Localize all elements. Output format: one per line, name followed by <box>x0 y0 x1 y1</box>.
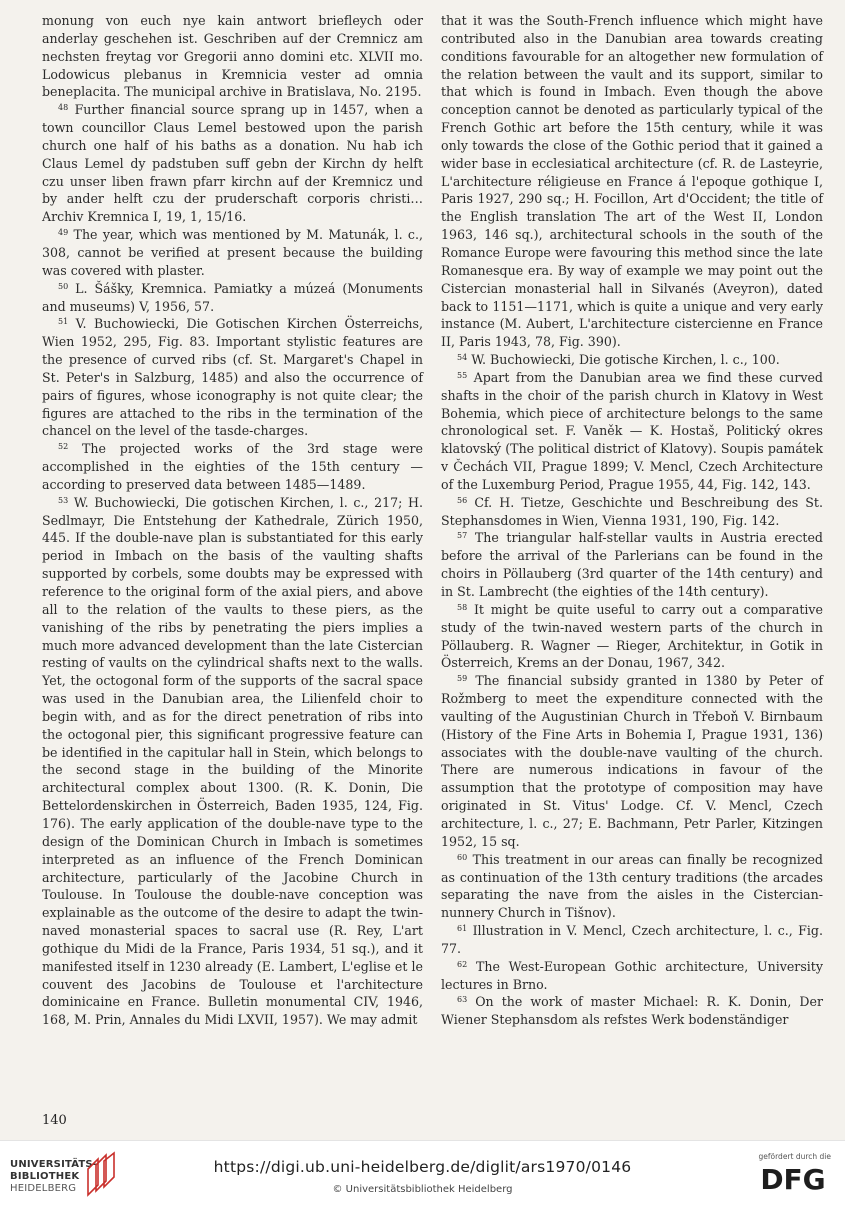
footnote-text: that it was the South-French influence which might have contributed also in the Danubian area towards creating conditions favourable for an altogether new formulation of the relation between the vault and its support, similar to that which is found in Imbach. Even though the above conception cannot be denoted as particularly typical of the French Gothic art before the 15th century, while it was only towards the close of the Gothic period that it gained a wider base in ecclesiatical architecture (cf. R. de Lasteyrie, L'architecture réligieuse en France á l'epoque gothique I, Paris 1927, 290 sq.; H. Focillon, Art d'Occident; the title of the English translation The art of the West II, London 1963, 146 sq.), architectural schools in the south of the Romance Europe were favouring this method since the late Romanesque era. By way of example we may point out the Cistercian monasterial hall in Silvanés (Aveyron), dated back to 1151—1171, which is quite a unique and very early instance (M. Aubert, L'architecture cistercienne en France II, Paris 1943, 78, Fig. 390). <box>441 13 823 350</box>
footnote-text: The West-European Gothic architecture, University lectures in Brno. <box>441 958 823 992</box>
document-url-link[interactable]: https://digi.ub.uni-heidelberg.de/diglit/ars1970/0146 <box>213 1158 632 1176</box>
footnote-51 <box>42 315 423 440</box>
footnote-text: L. Šášky, Kremnica. Pamiatky a múzeá (Monuments and museums) V, 1956, 57. <box>42 280 423 314</box>
page-number: 140 <box>42 1113 67 1128</box>
footnote-text: V. Buchowiecki, Die Gotischen Kirchen Österreichs, Wien 1952, 295, Fig. 83. Important stylistic features are the presence of curved ribs (cf. St. Margaret's Chapel in St. Peter's in Salzburg, 1485) and also the occurrence of pairs of figures, whose iconography is not quite clear; the figures are attached to the ribs in the termination of the chancel on the level of the tasde-charges. <box>42 316 423 439</box>
continued-paragraph <box>441 12 823 351</box>
footnote-text: W. Buchowiecki, Die gotische Kirchen, l. c., 100. <box>471 352 780 368</box>
footnote-number: 55 <box>457 370 468 380</box>
footnote-text: The financial subsidy granted in 1380 by Peter of Rožmberg to meet the expenditure connected with the vaulting of the Augustinian Church in Třeboň V. Birnbaum (History of the Fine Arts in Bohemia I, Prague 1931, 136) associates with the double-nave vaulting of the church. There are numerous indications in favour of the assumption that the prototype of composition may have originated in St. Vitus' Lodge. Cf. V. Mencl, Czech architecture, l. c., 27; E. Bachmann, Petr Parler, Kitzingen 1952, 15 sq. <box>441 673 823 849</box>
footnote-49 <box>42 226 423 280</box>
footnote-48 <box>42 101 423 226</box>
dfg-logo-text: DFG <box>760 1163 826 1193</box>
footnote-number: 60 <box>457 852 468 862</box>
footnote-text: It might be quite useful to carry out a comparative study of the twin-naved western parts of the church in Pöllauberg. R. Wagner — Rieger, Architektur, in Gotik in Österreich, Krems an der Donau, 1967, 342. <box>441 601 823 671</box>
footnote-text: The projected works of the 3rd stage were accomplished in the eighties of the 15th century — according to preserved data between 1485—1489. <box>42 441 423 492</box>
footnote-58 <box>441 601 823 672</box>
footnote-53 <box>42 494 423 1029</box>
footnote-text: Illustration in V. Mencl, Czech architecture, l. c., Fig. 77. <box>441 923 823 956</box>
footnote-number: 48 <box>58 103 69 113</box>
footnote-54 <box>441 351 823 369</box>
footnote-number: 59 <box>457 674 468 684</box>
right-column <box>441 12 823 1029</box>
footnote-text: Further financial source sprang up in 1457, when a town councillor Claus Lemel bestowed upon the parish church one half of his baths as a donation. Nu hab ich Claus Lemel dy padstuben suff gebn der Kirchn dy helft czu unser liben frawn pfarr kirchn auf der Kremnicz und by ander helft czu der pruderschaft corporis christi… Archiv Kremnica I, 19, 1, 15/16. <box>42 102 423 225</box>
funder-note: gefördert durch die <box>758 1152 831 1161</box>
dfg-logo-icon <box>753 1163 833 1193</box>
footnote-63 <box>441 993 823 1029</box>
university-library-label: UNIVERSITÄTS- BIBLIOTHEK HEIDELBERG <box>10 1159 98 1194</box>
footnote-number: 54 <box>457 353 468 363</box>
footnote-number: 58 <box>457 602 468 612</box>
footnote-57 <box>441 529 823 600</box>
footnote-number: 53 <box>58 495 69 505</box>
copyright-text: © Universitätsbibliothek Heidelberg <box>332 1184 513 1195</box>
footnote-number: 57 <box>457 531 468 541</box>
footnote-text: W. Buchowiecki, Die gotischen Kirchen, l. c., 217; H. Sedlmayr, Die Entstehung der Kathedrale, Zürich 1950, 445. If the double-nave plan is substantiated for this early period in Imbach on the basis of the vaulting shafts supported by corbels, some doubts may be expressed with reference to the original form of the axial piers, and above all to the relation of the vaults to these piers, as the vanishing of the ribs by penetrating the piers implies a much more advanced development than the late Cistercian resting of vaults on the cylindrical shafts next to the walls. Yet, the octogonal form of the supports of the sacral space was used in the Danubian area, the Lilienfeld choir to begin with, and as for the direct penetration of ribs into the octogonal pier, this significant progressive feature can be identified in the capitular hall in Stein, which belongs to the second stage in the building of the Minorite architectural complex about 1300. (R. K. Donin, Die Bettelordenskirchen in Österreich, Baden 1935, 124, Fig. 176). The early application of the double-nave type to the design of the Dominican Church in Imbach is sometimes interpreted as an influence of the French Dominican architecture, particularly of the Jacobine Church in Toulouse. In Toulouse the double-nave conception was explainable as the outcome of the desire to adapt the twin-naved monasterial spaces to sacral use (R. Rey, L'art gothique du Midi de la France, Paris 1934, 51 sq.), and it manifested itself in 1230 already (E. Lambert, L'eglise et le couvent des Jacobins de Toulouse et l'architecture dominicaine en France. Bulletin monumental CIV, 1946, 168, M. Prin, Annales du Midi LXVII, 1957). We may admit <box>42 494 423 1028</box>
footnote-56 <box>441 494 823 530</box>
footnote-text: On the work of master Michael: R. K. Donin, Der Wiener Stephansdom als refstes Werk bodenständiger <box>441 994 823 1028</box>
footnote-61 <box>441 922 823 958</box>
footnote-60 <box>441 851 823 922</box>
footnote-number: 50 <box>58 281 69 291</box>
footnote-number: 51 <box>58 317 69 327</box>
footnote-number: 52 <box>58 442 69 452</box>
footnote-text: Cf. H. Tietze, Geschichte und Beschreibung des St. Stephansdomes in Wien, Vienna 1931, 190, Fig. 142. <box>441 494 823 528</box>
footnote-number: 61 <box>457 924 468 934</box>
footnote-text: The year, which was mentioned by M. Matunák, l. c., 308, cannot be verified at present because the building was covered with plaster. <box>42 227 423 278</box>
footnote-text: Apart from the Danubian area we find these curved shafts in the choir of the parish church in Klatovy in West Bohemia, which piece of architecture belongs to the same chronological set. F. Vaněk — K. Hostaš, Politický okres klatovský (The political district of Klatovy). Soupis památek v Čechách VII, Prague 1899; V. Mencl, Czech Architecture of the Luxemburg Period, Prague 1955, 44, Fig. 142, 143. <box>441 369 823 492</box>
footnote-number: 49 <box>58 228 69 238</box>
footnote-52 <box>42 440 423 494</box>
footnote-50 <box>42 280 423 316</box>
footnote-number: 62 <box>457 959 468 969</box>
footnote-62 <box>441 958 823 994</box>
footnote-number: 56 <box>457 495 468 505</box>
footnote-text: The triangular half-stellar vaults in Austria erected before the arrival of the Parlerians can be found in the choirs in Pöllauberg (3rd quarter of the 14th century) and in St. Lambrecht (the eighties of the 14th century). <box>441 530 823 599</box>
footnote-number: 63 <box>457 995 468 1005</box>
viewer-footer <box>0 1140 845 1208</box>
footnote-text: monung von euch nye kain antwort briefleych oder anderlay geschehen ist. Geschriben auf der Cremnicz am nechsten freytag vor Gregorii anno domini etc. XLVII mo. Lodowicus plebanus in Kremnicia vester ad omnia beneplacita. The municipal archive in Bratislava, No. 2195. <box>42 13 423 100</box>
footnote-55 <box>441 369 823 494</box>
footnote-text: This treatment in our areas can finally be recognized as continuation of the 13th century traditions (the arcades separating the nave from the aisles in the Cistercian-nunnery Church in Tišnov). <box>441 851 823 921</box>
footnote-59 <box>441 672 823 850</box>
continued-paragraph <box>42 12 423 101</box>
left-column <box>42 12 423 1029</box>
